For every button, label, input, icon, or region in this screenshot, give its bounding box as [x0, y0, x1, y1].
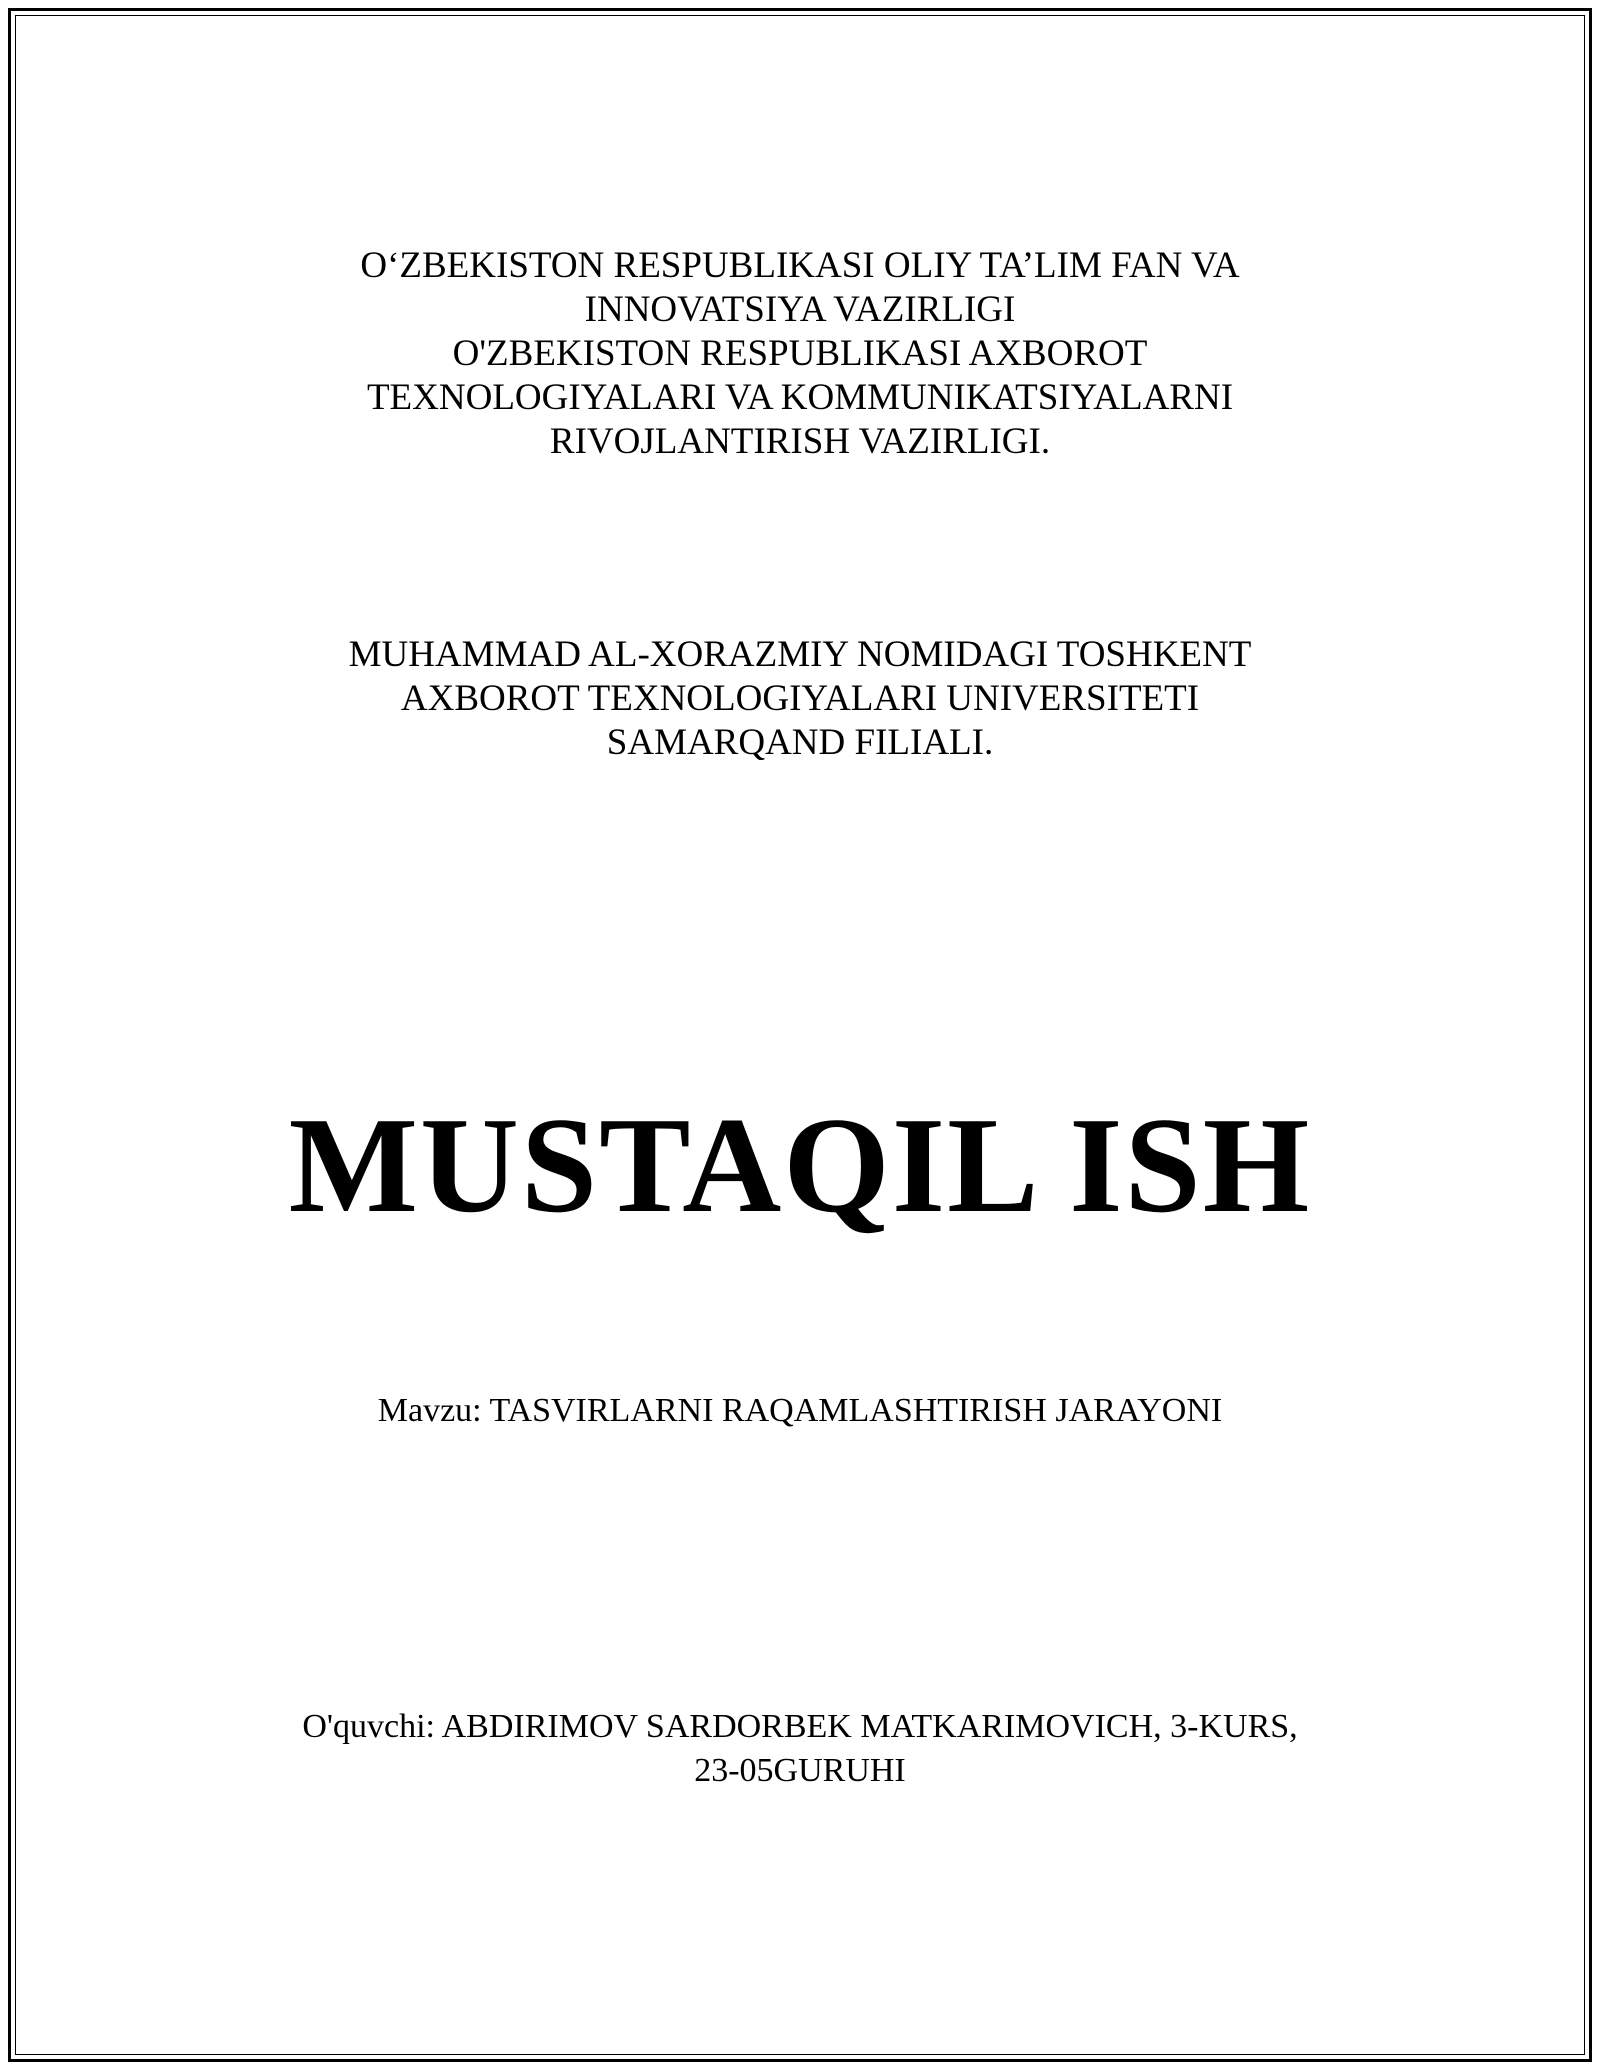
student-info — [0, 1705, 1600, 1793]
ministry-header-line: RIVOJLANTIRISH VAZIRLIGI. — [549, 421, 1051, 462]
ministry-header — [0, 244, 1600, 464]
university-name-line: AXBOROT TEXNOLOGIYALARI UNIVERSITETI — [400, 678, 1200, 719]
ministry-header-line: O'ZBEKISTON RESPUBLIKASI AXBOROT — [452, 333, 1148, 374]
ministry-header-line: TEXNOLOGIYALARI VA KOMMUNIKATSIYALARNI — [366, 377, 1234, 418]
document-title: MUSTAQIL ISH — [288, 1089, 1312, 1241]
university-name — [0, 633, 1600, 765]
university-name-line: SAMARQAND FILIALI. — [606, 722, 994, 763]
university-name-line: MUHAMMAD AL-XORAZMIY NOMIDAGI TOSHKENT — [348, 634, 1252, 675]
student-info-line: 23-05GURUHI — [694, 1752, 906, 1789]
ministry-header-line: O‘ZBEKISTON RESPUBLIKASI OLIY TA’LIM FAN VA — [360, 245, 1240, 286]
student-info-line: O'quvchi: ABDIRIMOV SARDORBEK MATKARIMOVICH, 3-KURS, — [302, 1708, 1298, 1745]
ministry-header-line: INNOVATSIYA VAZIRLIGI — [584, 289, 1016, 330]
document-topic: Mavzu: TASVIRLARNI RAQAMLASHTIRISH JARAYONI — [377, 1392, 1223, 1429]
